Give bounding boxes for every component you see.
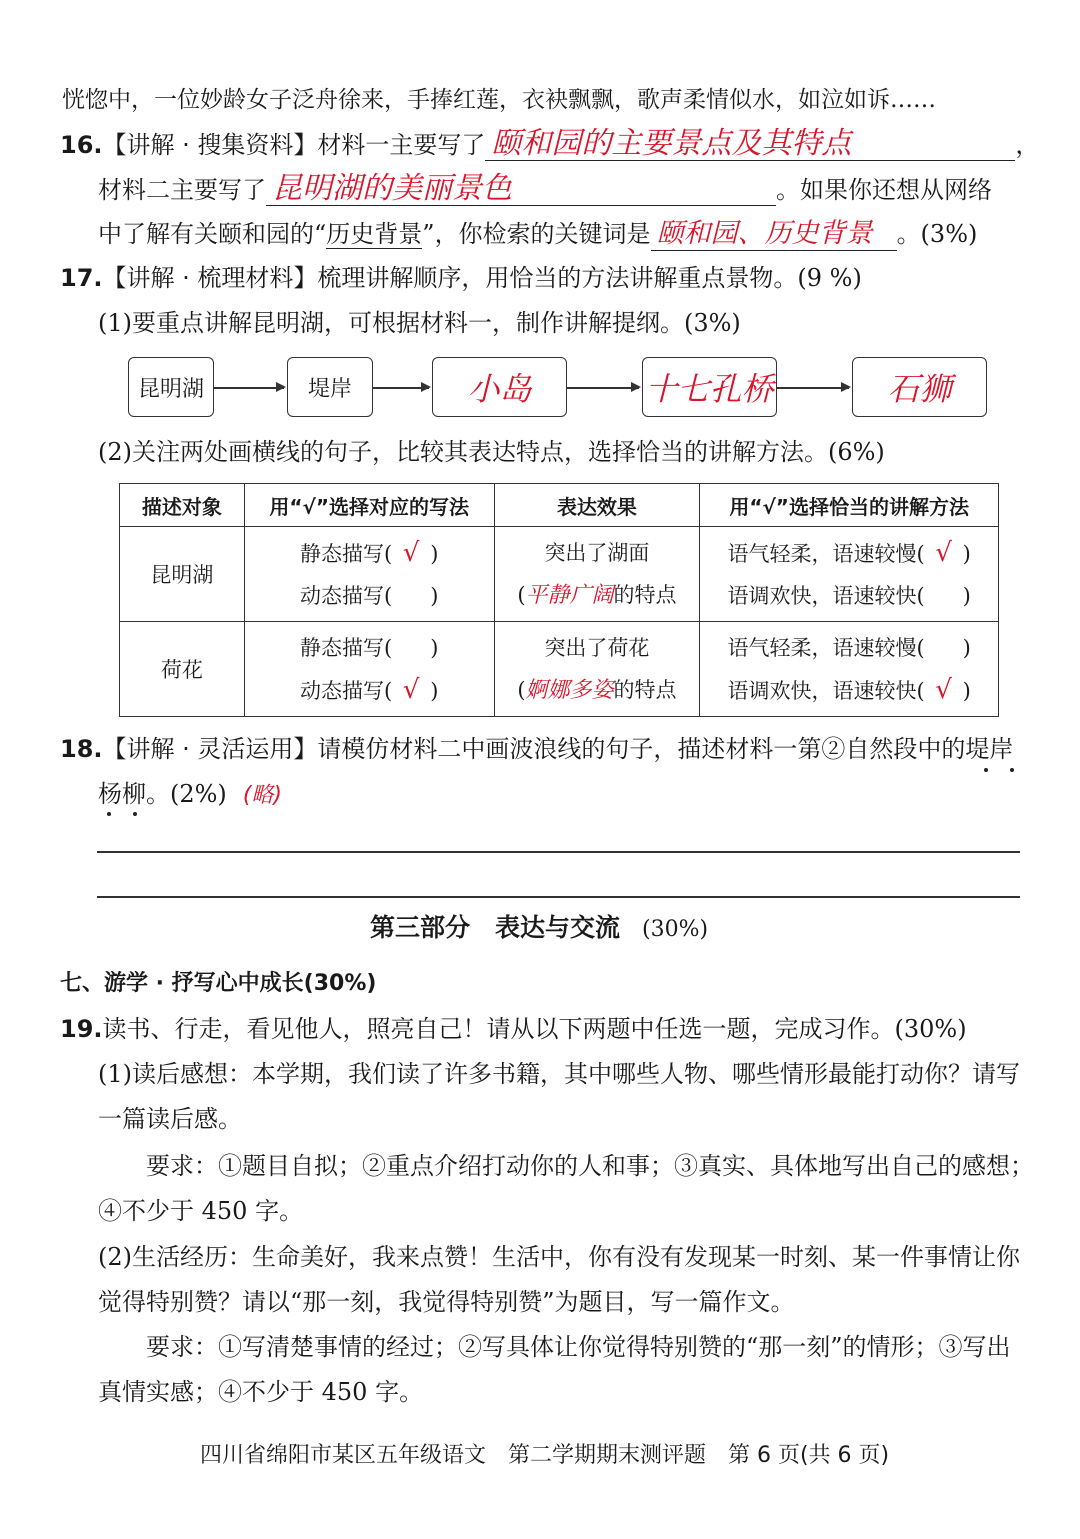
q17-sub1: (1)要重点讲解昆明湖，可根据材料一，制作讲解提纲。(3%) (98, 309, 741, 337)
q16-quote-close: ” (422, 220, 435, 248)
flow-box-embankment: 堤岸 (287, 357, 373, 417)
q16-line2 (98, 173, 992, 206)
q16-blank1[interactable] (485, 128, 1015, 161)
effect-answer: 平静广阔 (525, 582, 614, 608)
q19-r1a: 要求：①题目自拟；②重点介绍打动你的人和事；③真实、具体地写出自己的感想； (146, 1152, 1034, 1180)
q19-line1 (60, 1013, 967, 1045)
emphasis-dot (1010, 768, 1014, 772)
q16-text3: 。如果你还想从网络 (776, 176, 992, 204)
table-header: 表达效果 (494, 484, 700, 527)
flow-answer-lions: 石狮 (887, 370, 952, 408)
q16-blank2[interactable] (266, 173, 776, 206)
q19-number: 19. (60, 1015, 103, 1043)
q16-score: 。(3%) (896, 220, 978, 248)
q16-line3 (98, 218, 977, 251)
flow-arrow (777, 387, 849, 389)
intro-line: 恍惚中，一位妙龄女子泛舟徐来，手捧红莲，衣袂飘飘，歌声柔情似水，如泣如诉…… (62, 87, 936, 113)
flow-arrow (373, 387, 429, 389)
q16-text4b: ，你检索的关键词是 (434, 220, 651, 248)
q19-p1b: 一篇读后感。 (98, 1105, 242, 1133)
emphasis-dot (984, 768, 988, 772)
q17-line1 (60, 262, 862, 294)
writing-choice-cell (244, 622, 494, 717)
q16-tag: 【讲解 · 搜集资料】 (102, 131, 318, 159)
q16-answer1: 颐和园的主要景点及其特点 (491, 126, 852, 161)
method-cell (700, 622, 999, 717)
q16-number: 16. (60, 131, 103, 159)
method-gentle[interactable]: 语气轻柔，语速较慢( √ ) (727, 537, 971, 568)
effect-fill[interactable]: (婀娜多姿的特点 (517, 677, 677, 703)
part3-score: (30%) (642, 917, 709, 942)
part3-title: 第三部分 表达与交流 (30%) (370, 913, 709, 942)
q17-sub2: (2)关注两处画横线的句子，比较其表达特点，选择恰当的讲解方法。(6%) (98, 438, 885, 466)
choice-dynamic[interactable]: 动态描写( √ ) (300, 674, 439, 705)
row-object: 昆明湖 (120, 527, 245, 622)
q16-text2: 材料二主要写了 (98, 176, 266, 204)
row-object: 荷花 (120, 622, 245, 717)
emphasis-dot (107, 812, 111, 816)
effect-cell (494, 527, 700, 622)
check-mark: √ (402, 674, 420, 705)
q18-text1: 请模仿材料二中画波浪线的句子，描述材料一第②自然段中的堤岸 (317, 735, 1014, 763)
flow-box-kunming-lake: 昆明湖 (128, 357, 214, 417)
q16-history-underlined: 历史背景 (326, 220, 423, 248)
q18-number: 18. (60, 735, 103, 763)
effect-line: 突出了湖面 (544, 540, 650, 565)
q17-tag: 【讲解 · 梳理材料】 (102, 264, 318, 292)
flow-arrow (567, 387, 639, 389)
emphasis-dot (133, 812, 137, 816)
q19-r1b: ④不少于 450 字。 (98, 1197, 304, 1225)
q16-answer2: 昆明湖的美丽景色 (272, 171, 512, 206)
q18-line1 (60, 733, 1013, 765)
effect-line: 突出了荷花 (544, 635, 650, 660)
q18-line2 (98, 778, 282, 812)
flow-box-answer2[interactable] (642, 357, 777, 417)
q18-text2: 杨柳。(2%) (98, 780, 227, 808)
q19-r2b: 真情实感；④不少于 450 字。 (98, 1378, 424, 1406)
effect-answer: 婀娜多姿 (525, 677, 614, 703)
q16-quote-open: “ (314, 220, 327, 248)
q16-line1 (60, 128, 1039, 161)
table-header-row (120, 484, 999, 527)
q17-text: 梳理讲解顺序，用恰当的方法讲解重点景物。(9 %) (317, 264, 862, 292)
section7-heading: 七、游学 · 抒写心中成长(30%) (60, 971, 377, 996)
table-row (120, 622, 999, 717)
q19-text: 读书、行走，看见他人，照亮自己！请从以下两题中任选一题，完成习作。(30%) (102, 1015, 967, 1043)
table-header: 用“√”选择恰当的讲解方法 (700, 484, 999, 527)
q16-text1: 材料一主要写了 (317, 131, 486, 159)
q18-answer: (略) (242, 783, 282, 808)
q17-number: 17. (60, 264, 103, 292)
flow-box-answer3[interactable] (852, 357, 987, 417)
q16-comma: ， (1015, 131, 1040, 159)
answer-line[interactable] (97, 851, 1020, 853)
method-lively[interactable]: 语调欢快，语速较快( √ ) (727, 674, 971, 705)
table-header: 描述对象 (120, 484, 245, 527)
method-cell (700, 527, 999, 622)
q19-r2a: 要求：①写清楚事情的经过；②写具体让你觉得特别赞的“那一刻”的情形；③写出 (146, 1333, 1011, 1361)
effect-cell (494, 622, 700, 717)
table-row (120, 527, 999, 622)
q18-tag: 【讲解 · 灵活运用】 (102, 735, 318, 763)
writing-choice-cell (244, 527, 494, 622)
flow-arrow (214, 387, 284, 389)
choice-dynamic[interactable]: 动态描写( ) (300, 583, 439, 608)
q19-p1a: (1)读后感想：本学期，我们读了许多书籍，其中哪些人物、哪些情形最能打动你？请写 (98, 1060, 1020, 1088)
choice-static[interactable]: 静态描写( ) (300, 635, 439, 660)
effect-fill[interactable]: (平静广阔的特点 (517, 582, 677, 608)
analysis-table (119, 483, 999, 717)
page-footer: 四川省绵阳市某区五年级语文 第二学期期末测评题 第 6 页(共 6 页) (200, 1443, 890, 1468)
choice-static[interactable]: 静态描写( √ ) (300, 537, 439, 568)
check-mark: √ (402, 537, 420, 568)
flow-answer-bridge: 十七孔桥 (645, 370, 774, 408)
q16-text4a: 中了解有关颐和园的 (98, 220, 314, 248)
method-lively[interactable]: 语调欢快，语速较快( ) (727, 583, 971, 608)
answer-line[interactable] (97, 896, 1020, 898)
check-mark: √ (935, 537, 952, 568)
q19-p2b: 觉得特别赞？请以“那一刻，我觉得特别赞”为题目，写一篇作文。 (98, 1288, 795, 1316)
flow-box-answer1[interactable] (432, 357, 567, 417)
q19-p2a: (2)生活经历：生命美好，我来点赞！生活中，你有没有发现某一时刻、某一件事情让你 (98, 1243, 1020, 1271)
q16-blank3[interactable] (651, 218, 897, 251)
q16-answer3: 颐和园、历史背景 (656, 218, 873, 249)
table-header: 用“√”选择对应的写法 (244, 484, 494, 527)
check-mark: √ (935, 674, 952, 705)
flow-answer-islet: 小岛 (467, 370, 532, 408)
method-gentle[interactable]: 语气轻柔，语速较慢( ) (727, 635, 971, 660)
